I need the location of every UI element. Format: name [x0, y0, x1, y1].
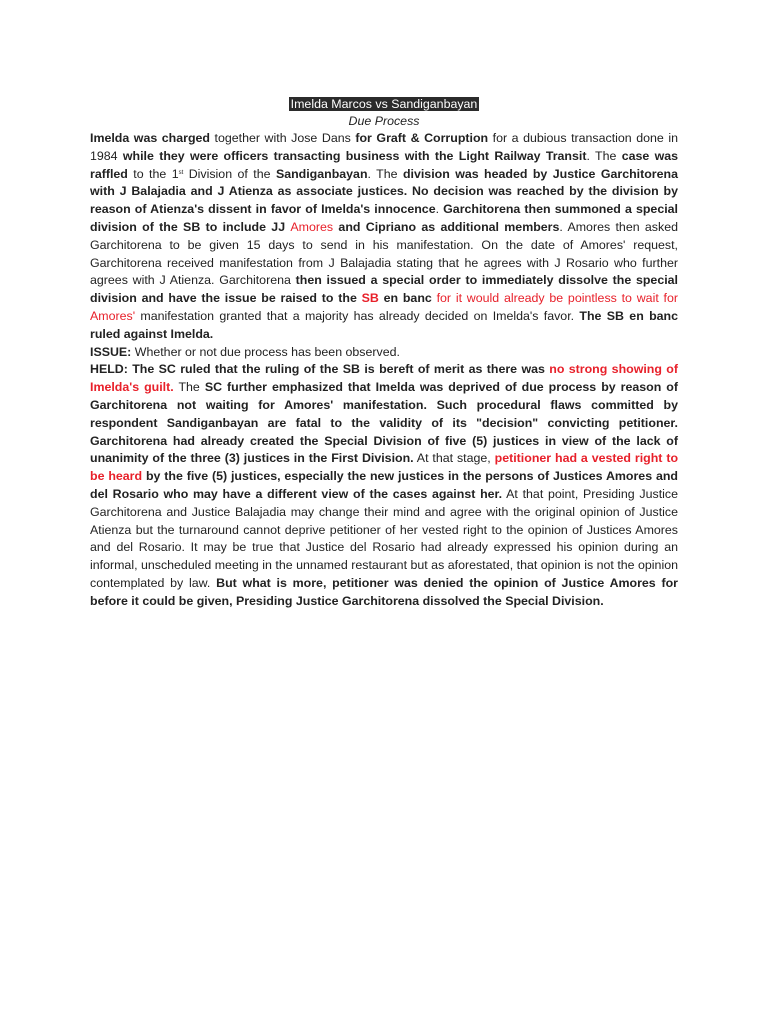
facts-text-run: The SB en banc ruled against Imelda. [90, 308, 679, 341]
facts-text-run: . [435, 202, 444, 217]
facts-text-run: st [178, 169, 184, 176]
facts-text-run: en banc [378, 291, 432, 306]
facts-text-run: manifestation granted that a majority has already decided on Imelda's favor. [135, 308, 580, 323]
facts-text-run: Imelda was charged [90, 131, 210, 145]
facts-text-run: division was headed by Justice Garchitorena with J Balajadia and J Atienza as associate justices. No decision was reached by the division by reason of Atienza's dissent in favor of Imelda's innocence [90, 166, 678, 217]
document-page [90, 96, 678, 611]
document-title: Imelda Marcos vs Sandiganbayan [290, 97, 478, 111]
facts-text-run: and Cipriano as additional members [333, 219, 560, 234]
facts-text-run: Sandiganbayan [275, 166, 368, 181]
facts-text-run: . Amores then asked Garchitorena to be given 15 days to send in his manifestation. On the date of Amores' request, Garchitorena received manifestation from J Balajadia stating that he agrees with J Rosario who further agrees with J Atienza. Garchitorena [90, 219, 678, 288]
held-text-run: petitioner had a vested right to be heard [90, 451, 679, 484]
facts-text-run: while they were officers transacting business with the Light Railway Transit [122, 148, 587, 163]
held-text-run: SC further emphasized that Imelda was deprived of due process by reason of Garchitorena not waiting for Amores' manifestation. Such procedural flaws committed by respondent Sandiganbayan are fatal to the validity of its "decision" convicting petitioner. Garchitorena had already created the Special Division of five (5) justices in view of the lack of unanimity of the three (3) justices in the First Division. [90, 380, 679, 466]
document-subtitle: Due Process [348, 114, 420, 128]
facts-text-run: SB [361, 291, 379, 306]
held-text-run: by the five (5) justices, especially the new justices in the persons of Justices Amores and del Rosario who may have a different view of the cases against her. [90, 469, 678, 501]
facts-text-run: for it would already be pointless to wait for Amores' [90, 291, 678, 323]
facts-text-run: for Graft & Corruption [355, 131, 489, 145]
held-text-run: But what is more, petitioner was denied the opinion of Justice Amores for before it could be given, Presiding Justice Garchitorena dissolved the Special Division. [90, 575, 678, 608]
title-line [90, 96, 678, 113]
held-paragraph [90, 361, 678, 610]
held-text-run: The [173, 380, 205, 395]
issue-text-run: ISSUE: [90, 344, 132, 359]
facts-text-run: Garchitorena then summoned a special division of the SB to include JJ [90, 202, 678, 234]
issue-text-run: Whether or not due process has been observed. [131, 344, 400, 359]
facts-text-run: Division of the [183, 166, 276, 181]
facts-paragraph [90, 130, 678, 344]
facts-text-run: case was raffled [90, 148, 678, 181]
held-text-run: At that point, Presiding Justice Garchitorena and Justice Balajadia may change their mind and agree with the original opinion of Justice Atienza but the turnaround cannot deprive petitioner of her vested right to the opinion of Justices Amores and del Rosario. It may be true that Justice del Rosario had already expressed his opinion during an informal, unscheduled meeting in the unnamed restaurant but as aforestated, that opinion is not the opinion contemplated by law. [90, 486, 678, 590]
issue-paragraph [90, 344, 678, 362]
held-text-run: HELD: The SC ruled that the ruling of the SB is bereft of merit as there was [90, 362, 550, 377]
facts-text-run: together with Jose Dans [209, 131, 356, 145]
facts-text-run: Amores [290, 219, 334, 234]
facts-text-run: for a dubious transaction done in 1984 [90, 131, 678, 163]
held-text-run: no strong showing of Imelda's guilt. [90, 362, 679, 395]
facts-text-run: . The [367, 166, 403, 181]
held-text-run: At that stage, [413, 451, 495, 466]
facts-text-run: to the 1 [127, 166, 179, 181]
facts-text-run: . The [586, 148, 622, 163]
facts-text-run: then issued a special order to immediately dissolve the special division and have the issue be raised to the [90, 273, 678, 306]
